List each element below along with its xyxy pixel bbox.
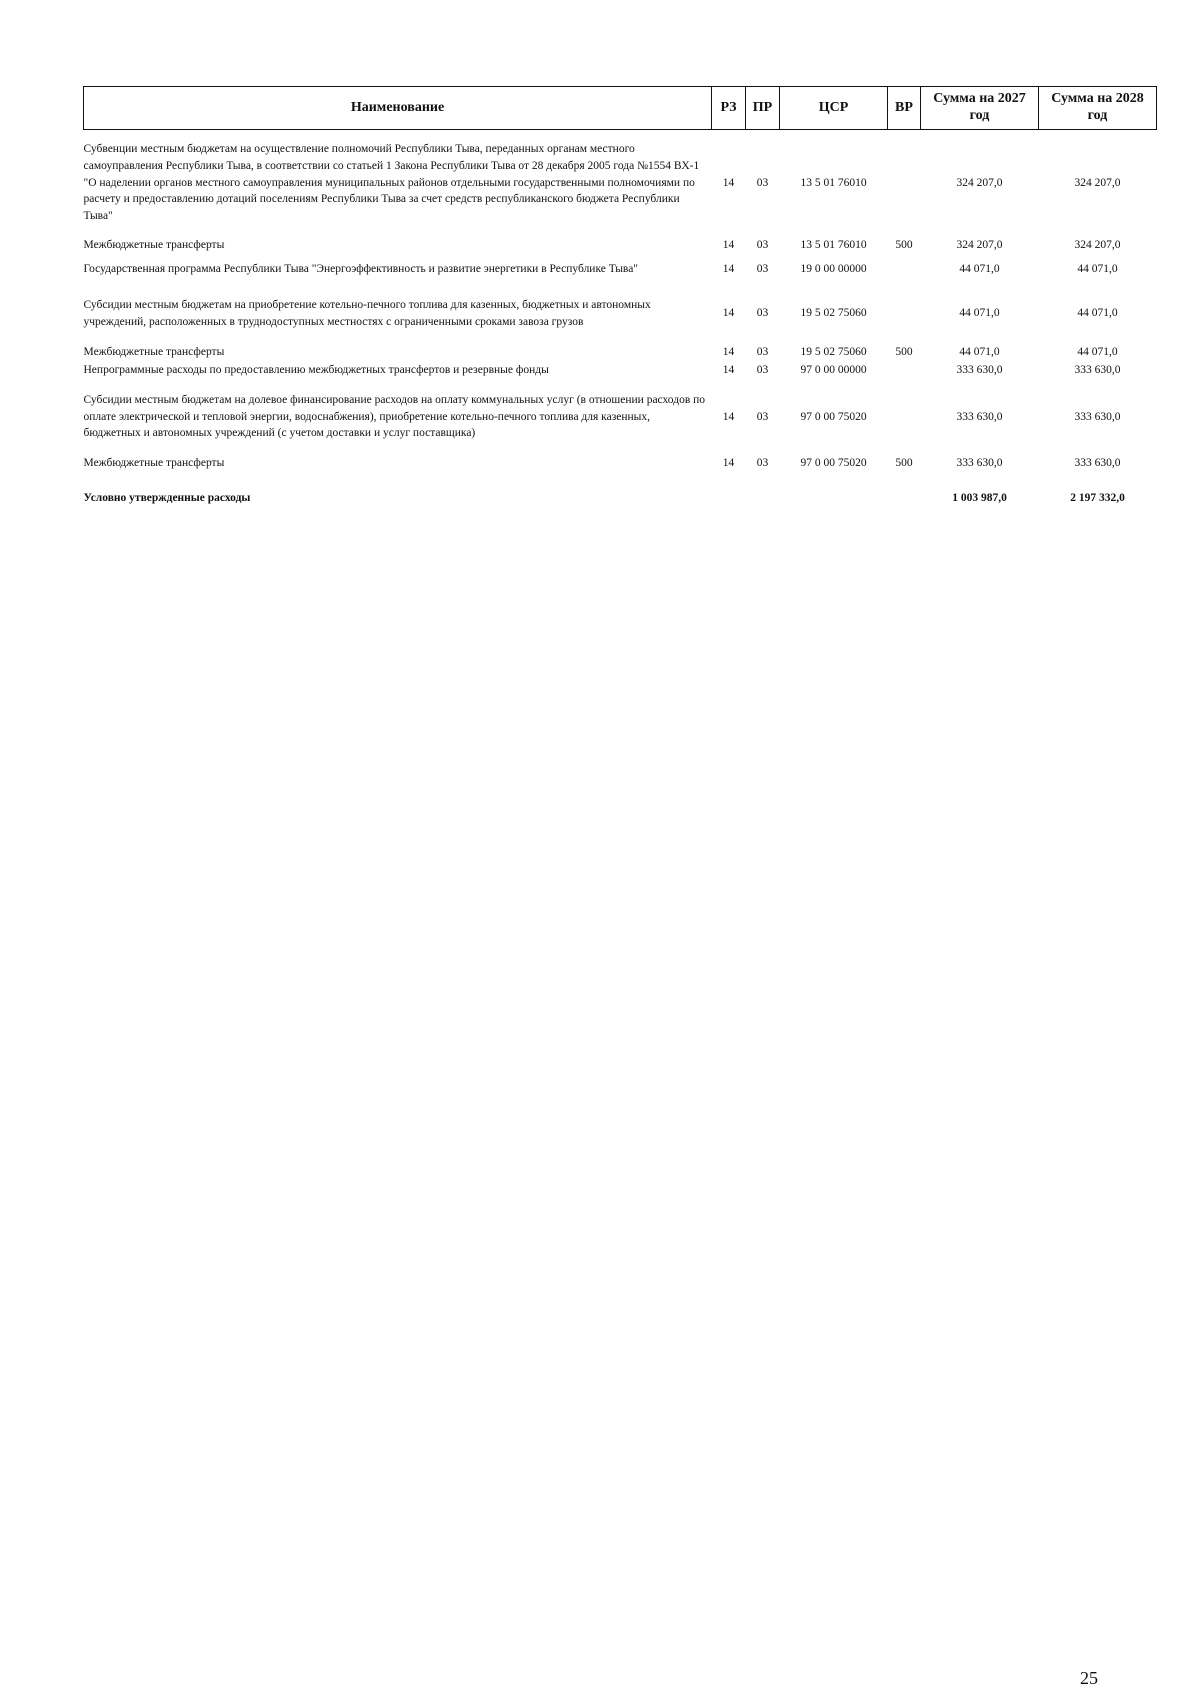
- row-sum-2027: 333 630,0: [956, 364, 1003, 377]
- table-spacer: [84, 473, 1157, 487]
- row-rz: 14: [722, 410, 735, 423]
- row-csr: 19 5 02 75060: [800, 307, 867, 320]
- row-pr: 03: [756, 307, 769, 320]
- row-sum-2027: 44 071,0: [959, 345, 1000, 358]
- header-csr: ЦСР: [780, 87, 888, 130]
- table-header-row: [84, 87, 1157, 130]
- table-row: [84, 236, 1157, 255]
- total-name: Условно утвержденные расходы: [83, 492, 251, 505]
- total-sum-2027: 1 003 987,0: [952, 492, 1007, 505]
- header-sum-2028: Сумма на 2028 год: [1039, 87, 1157, 130]
- header-name: Наименование: [84, 87, 712, 130]
- row-pr: 03: [756, 263, 769, 276]
- row-csr: 19 0 00 00000: [800, 263, 867, 276]
- row-csr: 13 5 01 76010: [800, 239, 867, 251]
- header-vr: ВР: [888, 87, 921, 130]
- row-name: Государственная программа Республики Тыва "Энергоэффективность и развитие энергетики в Республике Тыва": [83, 263, 638, 276]
- row-pr: 03: [756, 410, 769, 423]
- row-sum-2028: 44 071,0: [1077, 345, 1118, 358]
- row-name: Межбюджетные трансферты: [83, 239, 225, 251]
- row-rz: 14: [722, 239, 735, 251]
- table-row: [84, 130, 1157, 237]
- row-csr: 97 0 00 75020: [800, 410, 867, 423]
- row-name: Межбюджетные трансферты: [83, 345, 225, 358]
- table-row: [84, 255, 1157, 285]
- row-vr: 500: [895, 239, 913, 251]
- row-sum-2028: 333 630,0: [1074, 364, 1121, 377]
- row-rz: 14: [722, 307, 735, 320]
- budget-table: [83, 86, 1157, 511]
- row-sum-2027: 333 630,0: [956, 457, 1003, 470]
- table-row: [84, 454, 1157, 473]
- row-sum-2027: 333 630,0: [956, 410, 1003, 423]
- row-pr: 03: [756, 176, 769, 189]
- header-pr: ПР: [746, 87, 780, 130]
- row-sum-2028: 44 071,0: [1077, 263, 1118, 276]
- row-sum-2028: 324 207,0: [1074, 239, 1121, 251]
- row-vr: [888, 380, 921, 454]
- row-pr: 03: [756, 239, 769, 251]
- row-name: Субсидии местным бюджетам на приобретение котельно-печного топлива для казенных, бюджетных и автономных учреждений, расположенных в труднодоступных местностях с ограниченными сроками завоза грузов: [83, 299, 651, 328]
- row-sum-2027: 44 071,0: [959, 263, 1000, 276]
- row-pr: 03: [756, 345, 769, 358]
- row-vr: [888, 255, 921, 285]
- header-rz: РЗ: [712, 87, 746, 130]
- row-pr: 03: [756, 457, 769, 470]
- page-number: 25: [1080, 1668, 1098, 1688]
- total-sum-2028: 2 197 332,0: [1070, 492, 1125, 505]
- table-row: [84, 380, 1157, 454]
- row-rz: 14: [722, 263, 735, 276]
- row-vr: 500: [895, 345, 913, 358]
- total-row: [84, 487, 1157, 511]
- table-row: [84, 343, 1157, 362]
- row-csr: 13 5 01 76010: [800, 176, 867, 189]
- row-sum-2028: 333 630,0: [1074, 457, 1121, 470]
- row-csr: 19 5 02 75060: [800, 345, 867, 358]
- row-csr: 97 0 00 75020: [800, 457, 867, 470]
- row-sum-2028: 324 207,0: [1074, 176, 1121, 189]
- row-sum-2027: 324 207,0: [956, 176, 1003, 189]
- row-vr: [888, 361, 921, 380]
- table-row: [84, 361, 1157, 380]
- row-sum-2028: 44 071,0: [1077, 307, 1118, 320]
- row-rz: 14: [722, 457, 735, 470]
- row-name: Субсидии местным бюджетам на долевое финансирование расходов на оплату коммунальных услуг (в отношении расходов по оплате электрической и тепловой энергии, водоснабжения), приобретение котельно-печного топлива для казенных, бюджетных и автономных учреждений (с учетом доставки и услуг поставщика): [83, 394, 706, 440]
- row-csr: 97 0 00 00000: [800, 364, 867, 377]
- row-pr: 03: [756, 364, 769, 377]
- row-name: Субвенции местным бюджетам на осуществление полномочий Республики Тыва, переданных органам местного самоуправления Республики Тыва, в соответствии со статьей 1 Закона Республики Тыва от 28 декабря 2005 года №1554 ВХ-1 "О наделении органов местного самоуправления муниципальных районов отдельными государственными полномочиями по расчету и предоставлению дотаций поселениям Республики Тыва за счет средств республиканского бюджета Республики Тыва": [83, 143, 700, 222]
- row-vr: [888, 130, 921, 237]
- row-name: Непрограммные расходы по предоставлению межбюджетных трансфертов и резервные фонды: [83, 364, 549, 377]
- row-sum-2027: 44 071,0: [959, 307, 1000, 320]
- row-name: Межбюджетные трансферты: [83, 457, 225, 470]
- row-vr: 500: [895, 457, 913, 470]
- row-sum-2028: 333 630,0: [1074, 410, 1121, 423]
- row-vr: [888, 285, 921, 343]
- header-sum-2027: Сумма на 2027 год: [921, 87, 1039, 130]
- row-rz: 14: [722, 176, 735, 189]
- row-rz: 14: [722, 364, 735, 377]
- row-sum-2027: 324 207,0: [956, 239, 1003, 251]
- table-row: [84, 285, 1157, 343]
- row-rz: 14: [722, 345, 735, 358]
